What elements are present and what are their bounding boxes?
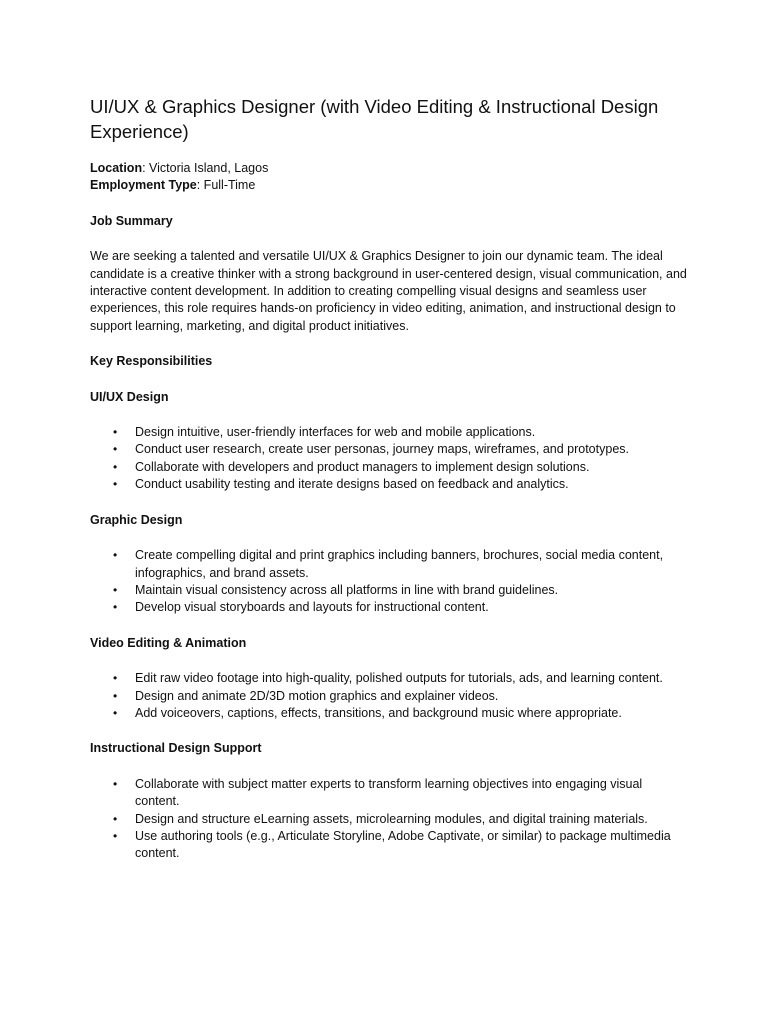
- instructional-design-heading: Instructional Design Support: [90, 741, 262, 756]
- instructional-design-list: [90, 776, 690, 863]
- list-item: • Design and animate 2D/3D motion graphics and explainer videos.: [90, 688, 690, 705]
- bullet-icon: •: [113, 425, 118, 440]
- bullet-icon: •: [113, 688, 118, 703]
- employment-type-label: Employment Type: [90, 178, 197, 193]
- document-content: [90, 94, 690, 863]
- bullet-icon: •: [113, 600, 118, 615]
- graphic-design-heading: Graphic Design: [90, 512, 183, 527]
- job-summary-text: We are seeking a talented and versatile UI/UX & Graphics Designer to join our dynamic team. The ideal candidate is a creative thinker with a strong background in user-centered design, visual communication, and interactive content development. In addition to creating compelling visual designs and seamless user experiences, this role requires hands-on proficiency in video editing, animation, and instructional design to support learning, marketing, and digital product initiatives.: [90, 249, 687, 333]
- bullet-icon: •: [113, 828, 118, 843]
- employment-type-value: : Full-Time: [196, 178, 256, 193]
- page-title: UI/UX & Graphics Designer (with Video Editing & Instructional Design Experience): [90, 96, 659, 142]
- employment-type-row: [90, 177, 690, 194]
- list-item: • Collaborate with developers and product managers to implement design solutions.: [90, 459, 690, 476]
- list-item: • Collaborate with subject matter experts to transform learning objectives into engaging visual content.: [113, 776, 643, 809]
- list-item: • Maintain visual consistency across all platforms in line with brand guidelines.: [90, 582, 690, 599]
- graphic-design-list: [90, 547, 690, 617]
- key-responsibilities-heading: Key Responsibilities: [90, 354, 213, 369]
- bullet-icon: •: [113, 442, 118, 457]
- bullet-icon: •: [113, 477, 118, 492]
- location-row: [90, 160, 690, 177]
- job-meta: [90, 160, 690, 195]
- list-item: • Design and structure eLearning assets, microlearning modules, and digital training materials.: [90, 811, 690, 828]
- video-editing-list: [90, 670, 690, 722]
- bullet-icon: •: [113, 776, 118, 791]
- list-item: • Create compelling digital and print graphics including banners, brochures, social media content, infographics, and brand assets.: [113, 548, 664, 580]
- bullet-icon: •: [113, 548, 118, 563]
- bullet-icon: •: [113, 459, 118, 474]
- uiux-design-heading: UI/UX Design: [90, 389, 169, 404]
- list-item: • Conduct user research, create user personas, journey maps, wireframes, and prototypes.: [90, 441, 690, 458]
- video-editing-heading: Video Editing & Animation: [90, 635, 247, 650]
- list-item: • Edit raw video footage into high-quality, polished outputs for tutorials, ads, and learning content.: [90, 670, 690, 687]
- bullet-icon: •: [113, 811, 118, 826]
- bullet-icon: •: [113, 705, 118, 720]
- job-summary-heading: Job Summary: [90, 213, 173, 228]
- location-label: Location: [90, 161, 143, 175]
- uiux-design-list: [90, 424, 690, 494]
- location-value: : Victoria Island, Lagos: [142, 161, 269, 175]
- bullet-icon: •: [113, 582, 118, 597]
- bullet-icon: •: [113, 671, 118, 686]
- list-item: • Add voiceovers, captions, effects, transitions, and background music where appropriate.: [90, 705, 690, 722]
- list-item: • Develop visual storyboards and layouts for instructional content.: [90, 599, 690, 616]
- list-item: • Use authoring tools (e.g., Articulate Storyline, Adobe Captivate, or similar) to package multimedia content.: [113, 828, 671, 861]
- list-item: • Design intuitive, user-friendly interfaces for web and mobile applications.: [90, 424, 690, 441]
- list-item: • Conduct usability testing and iterate designs based on feedback and analytics.: [90, 476, 690, 493]
